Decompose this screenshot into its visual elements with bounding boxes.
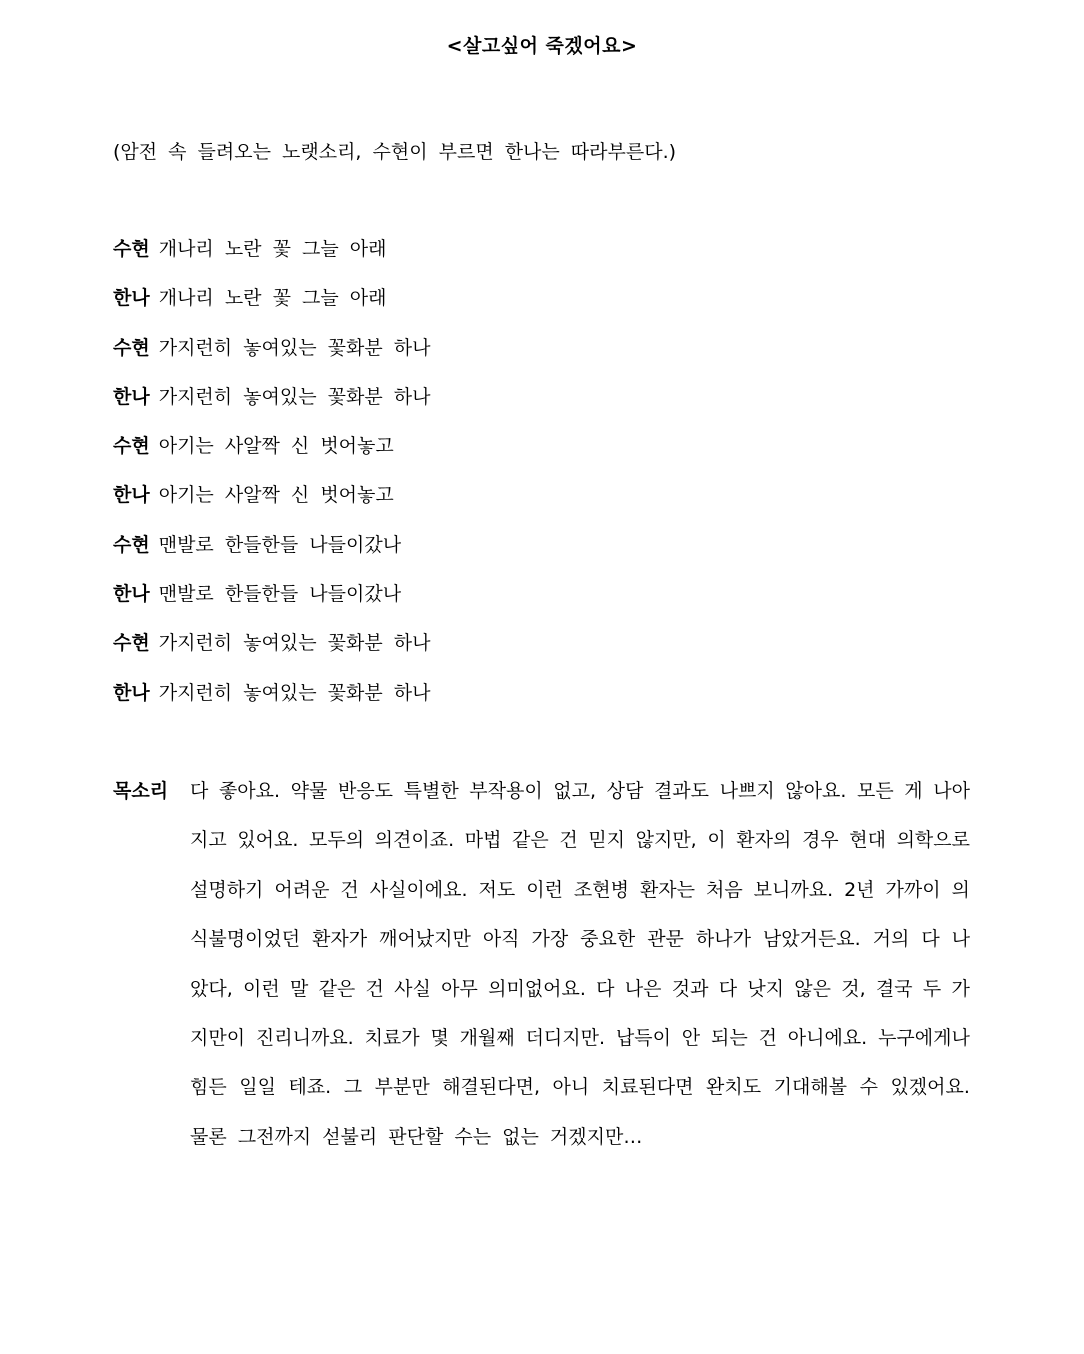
dialogue-text: 아기는 사알짝 신 벗어놓고: [158, 484, 394, 507]
speaker-name: 수현: [113, 336, 150, 359]
dialogue-line: [113, 285, 973, 334]
dialogue-line: [113, 482, 973, 531]
dialogue-text: 개나리 노란 꽃 그늘 아래: [158, 287, 387, 310]
monologue-line: 다 좋아요. 약물 반응도 특별한 부작용이 없고, 상담 결과도 나쁘지 않아요. 모든 게 나아: [190, 780, 970, 802]
speaker-name: 한나: [113, 287, 150, 310]
speaker-name: 수현: [113, 238, 150, 260]
dialogue-text: 가지런히 놓여있는 꽃화분 하나: [158, 336, 431, 359]
monologue-line: 았다, 이런 말 같은 건 사실 아무 의미없어요. 다 나은 것과 다 낫지 않은 것, 결국 두 가: [190, 977, 970, 1000]
speaker-name: 수현: [113, 435, 150, 458]
dialogue-line: [113, 680, 973, 729]
speaker-name: 수현: [113, 533, 150, 556]
monologue-line: 지만이 진리니까요. 치료가 몇 개월째 더디지만. 납득이 안 되는 건 아니에요. 누구에게나: [190, 1026, 970, 1049]
monologue-speaker: 목소리: [113, 780, 169, 802]
monologue-line: 물론 그전까지 섣불리 판단할 수는 없는 거겠지만…: [190, 1125, 643, 1148]
dialogue-line: [113, 581, 973, 630]
monologue-text: [190, 778, 970, 1173]
speaker-name: 한나: [113, 385, 150, 408]
stage-direction: (암전 속 들려오는 노랫소리, 수현이 부르면 한나는 따라부른다.): [113, 141, 677, 163]
dialogue-line: [113, 236, 973, 285]
monologue-line: 식불명이었던 환자가 깨어났지만 아직 가장 중요한 관문 하나가 남았거든요. 거의 다 나: [190, 928, 970, 951]
dialogue-line: [113, 384, 973, 433]
speaker-name: 한나: [113, 583, 150, 606]
dialogue-text: 맨발로 한들한들 나들이갔나: [158, 583, 402, 606]
document-title: <살고싶어 죽겠어요>: [446, 35, 638, 57]
dialogue-line: [113, 630, 973, 679]
speaker-name: 수현: [113, 632, 150, 655]
dialogue-text: 맨발로 한들한들 나들이갔나: [158, 533, 402, 556]
dialogue-line: [113, 433, 973, 482]
dialogue-line: [113, 335, 973, 384]
dialogue-text: 가지런히 놓여있는 꽃화분 하나: [158, 681, 431, 704]
dialogue-line: [113, 532, 973, 581]
speaker-name: 한나: [113, 484, 150, 507]
monologue-line: 힘든 일일 테죠. 그 부분만 해결된다면, 아니 치료된다면 완치도 기대해볼 수 있겠어요.: [190, 1076, 970, 1099]
dialogue-text: 아기는 사알짝 신 벗어놓고: [158, 435, 394, 458]
monologue-line: 설명하기 어려운 건 사실이에요. 저도 이런 조현병 환자는 처음 보니까요. 2년 가까이 의: [190, 878, 970, 901]
song-dialogue: [113, 236, 973, 729]
dialogue-text: 가지런히 놓여있는 꽃화분 하나: [158, 632, 431, 655]
dialogue-text: 개나리 노란 꽃 그늘 아래: [158, 238, 387, 260]
speaker-name: 한나: [113, 681, 150, 704]
monologue-line: 지고 있어요. 모두의 의견이죠. 마법 같은 건 믿지 않지만, 이 환자의 경우 현대 의학으로: [190, 829, 970, 852]
dialogue-text: 가지런히 놓여있는 꽃화분 하나: [158, 385, 431, 408]
